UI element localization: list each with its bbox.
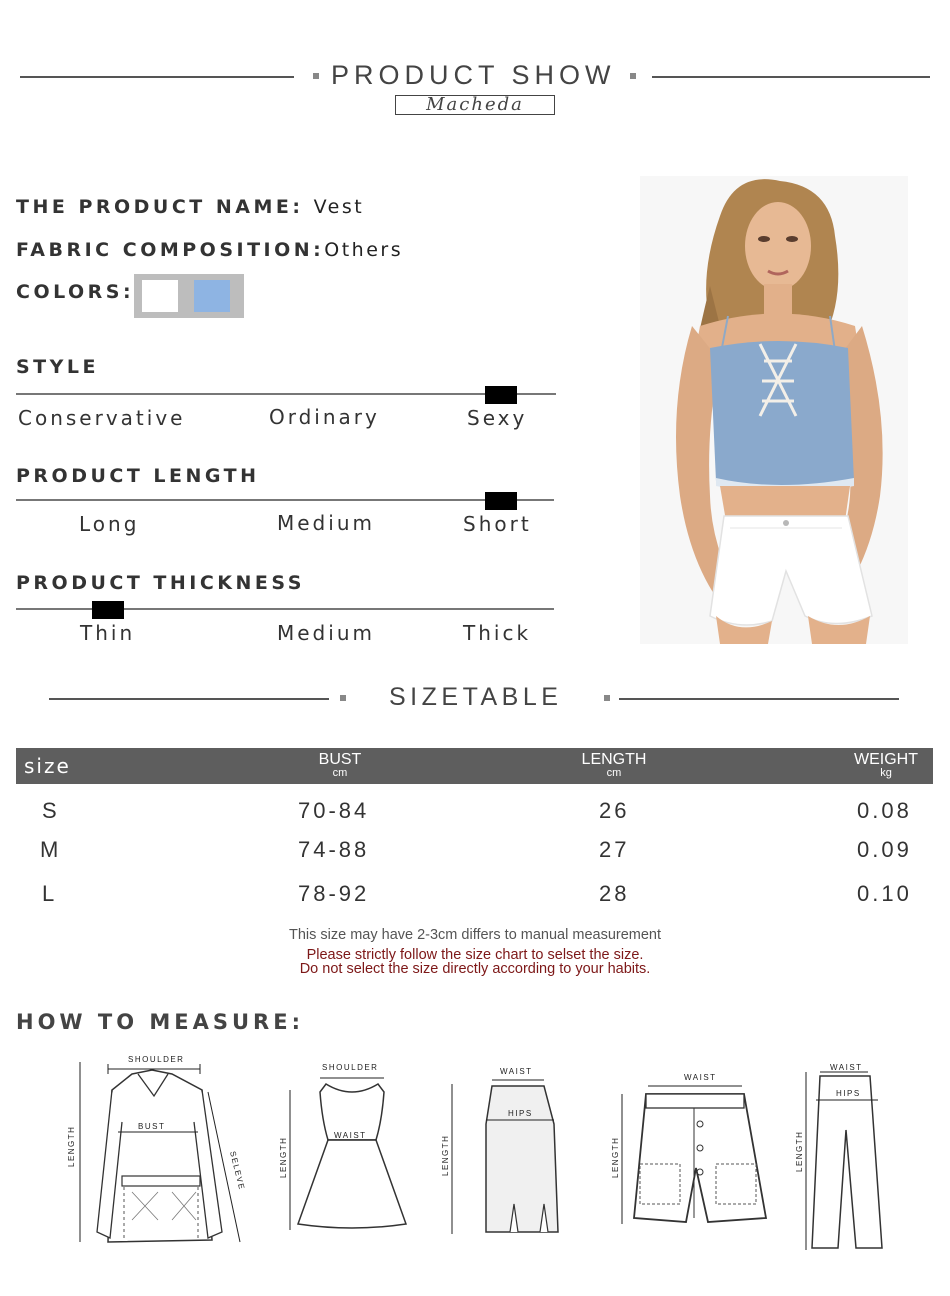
- thickness-option-thick: Thick: [463, 621, 532, 645]
- thickness-option-thin: Thin: [80, 621, 136, 645]
- cell-size: S: [42, 798, 60, 823]
- cell-bust: 74-88: [298, 837, 370, 862]
- cell-size: M: [40, 837, 62, 862]
- model-illustration: [640, 176, 908, 644]
- colors-label: COLORS:: [16, 281, 135, 303]
- header-bullet-left: [313, 73, 319, 79]
- product-name-row: [16, 196, 364, 218]
- cell-weight: 0.09: [857, 837, 912, 862]
- style-option-ordinary: Ordinary: [269, 405, 380, 429]
- dress-shoulder-label: SHOULDER: [322, 1063, 379, 1072]
- cell-length: 26: [599, 798, 630, 823]
- thickness-label: PRODUCT THICKNESS: [16, 572, 305, 594]
- cell-bust: 70-84: [298, 798, 370, 823]
- brand-name: Macheda: [395, 95, 555, 115]
- product-name-label: THE PRODUCT NAME:: [16, 196, 304, 218]
- pants-hips-label: HIPS: [836, 1089, 861, 1098]
- bust-header-unit: cm: [332, 767, 348, 779]
- style-option-conservative: Conservative: [18, 406, 186, 430]
- style-marker: [485, 386, 517, 404]
- length-label: PRODUCT LENGTH: [16, 465, 260, 487]
- length-option-long: Long: [79, 512, 140, 536]
- product-name-value: Vest: [313, 196, 365, 218]
- thickness-marker: [92, 601, 124, 619]
- style-scale-line: [16, 393, 556, 395]
- color-swatches: [134, 274, 244, 318]
- jacket-bust-label: BUST: [138, 1122, 166, 1131]
- skirt-diagram: [436, 1064, 566, 1240]
- pants-length-label: LENGTH: [795, 1130, 804, 1172]
- color-swatch-blue[interactable]: [194, 280, 230, 312]
- bust-column-header: [290, 751, 390, 779]
- length-option-short: Short: [463, 512, 532, 536]
- jacket-shoulder-label: SHOULDER: [128, 1055, 185, 1064]
- shorts-waist-label: WAIST: [684, 1073, 717, 1082]
- cell-length: 28: [599, 881, 630, 906]
- bust-header-label: BUST: [318, 751, 362, 768]
- how-to-measure-title: HOW TO MEASURE:: [16, 1010, 304, 1034]
- thickness-option-medium: Medium: [277, 621, 375, 645]
- fabric-row: [16, 239, 403, 261]
- cell-weight: 0.08: [857, 798, 912, 823]
- weight-header-unit: kg: [880, 767, 892, 779]
- style-label: STYLE: [16, 356, 99, 378]
- size-warning-1: Please strictly follow the size chart to selset the size.: [306, 947, 644, 963]
- length-header-label: LENGTH: [581, 751, 647, 768]
- skirt-hips-label: HIPS: [508, 1109, 533, 1118]
- weight-column-header: [836, 751, 936, 779]
- header-line-right: [652, 76, 930, 78]
- dress-diagram: [272, 1060, 422, 1238]
- length-header-unit: cm: [606, 767, 622, 779]
- jacket-sleeve-label: SELEVE: [228, 1150, 247, 1192]
- skirt-length-label: LENGTH: [441, 1134, 450, 1176]
- fabric-label: FABRIC COMPOSITION:: [16, 239, 325, 261]
- cell-weight: 0.10: [857, 881, 912, 906]
- cell-size: L: [42, 881, 58, 906]
- jacket-diagram: [62, 1052, 252, 1248]
- length-column-header: [564, 751, 664, 779]
- size-column-header: size: [24, 754, 71, 778]
- cell-bust: 78-92: [298, 881, 370, 906]
- skirt-waist-label: WAIST: [500, 1067, 533, 1076]
- length-scale-line: [16, 499, 554, 501]
- sizetable-bullet-left: [340, 695, 346, 701]
- pants-waist-label: WAIST: [830, 1063, 863, 1072]
- pants-diagram: [790, 1060, 900, 1252]
- measurement-note: This size may have 2-3cm differs to manual measurement: [288, 927, 662, 943]
- header-line-left: [20, 76, 294, 78]
- sizetable-line-left: [49, 698, 329, 700]
- size-table-header: [16, 748, 933, 784]
- cell-length: 27: [599, 837, 630, 862]
- page-title: PRODUCT SHOW: [331, 60, 616, 90]
- shorts-diagram: [604, 1068, 784, 1228]
- header-bullet-right: [630, 73, 636, 79]
- sizetable-title: SIZETABLE: [389, 683, 563, 711]
- fabric-value: Others: [324, 239, 404, 261]
- length-option-medium: Medium: [277, 511, 375, 535]
- product-photo: [640, 176, 908, 644]
- dress-waist-label: WAIST: [334, 1131, 367, 1140]
- sizetable-bullet-right: [604, 695, 610, 701]
- style-option-sexy: Sexy: [467, 406, 528, 430]
- dress-length-label: LENGTH: [279, 1136, 288, 1178]
- sizetable-line-right: [619, 698, 899, 700]
- size-warning-2: Do not select the size directly according to your habits.: [299, 961, 651, 977]
- length-marker: [485, 492, 517, 510]
- shorts-length-label: LENGTH: [611, 1136, 620, 1178]
- weight-header-label: WEIGHT: [854, 751, 918, 768]
- jacket-length-label: LENGTH: [67, 1125, 76, 1167]
- color-swatch-white[interactable]: [142, 280, 178, 312]
